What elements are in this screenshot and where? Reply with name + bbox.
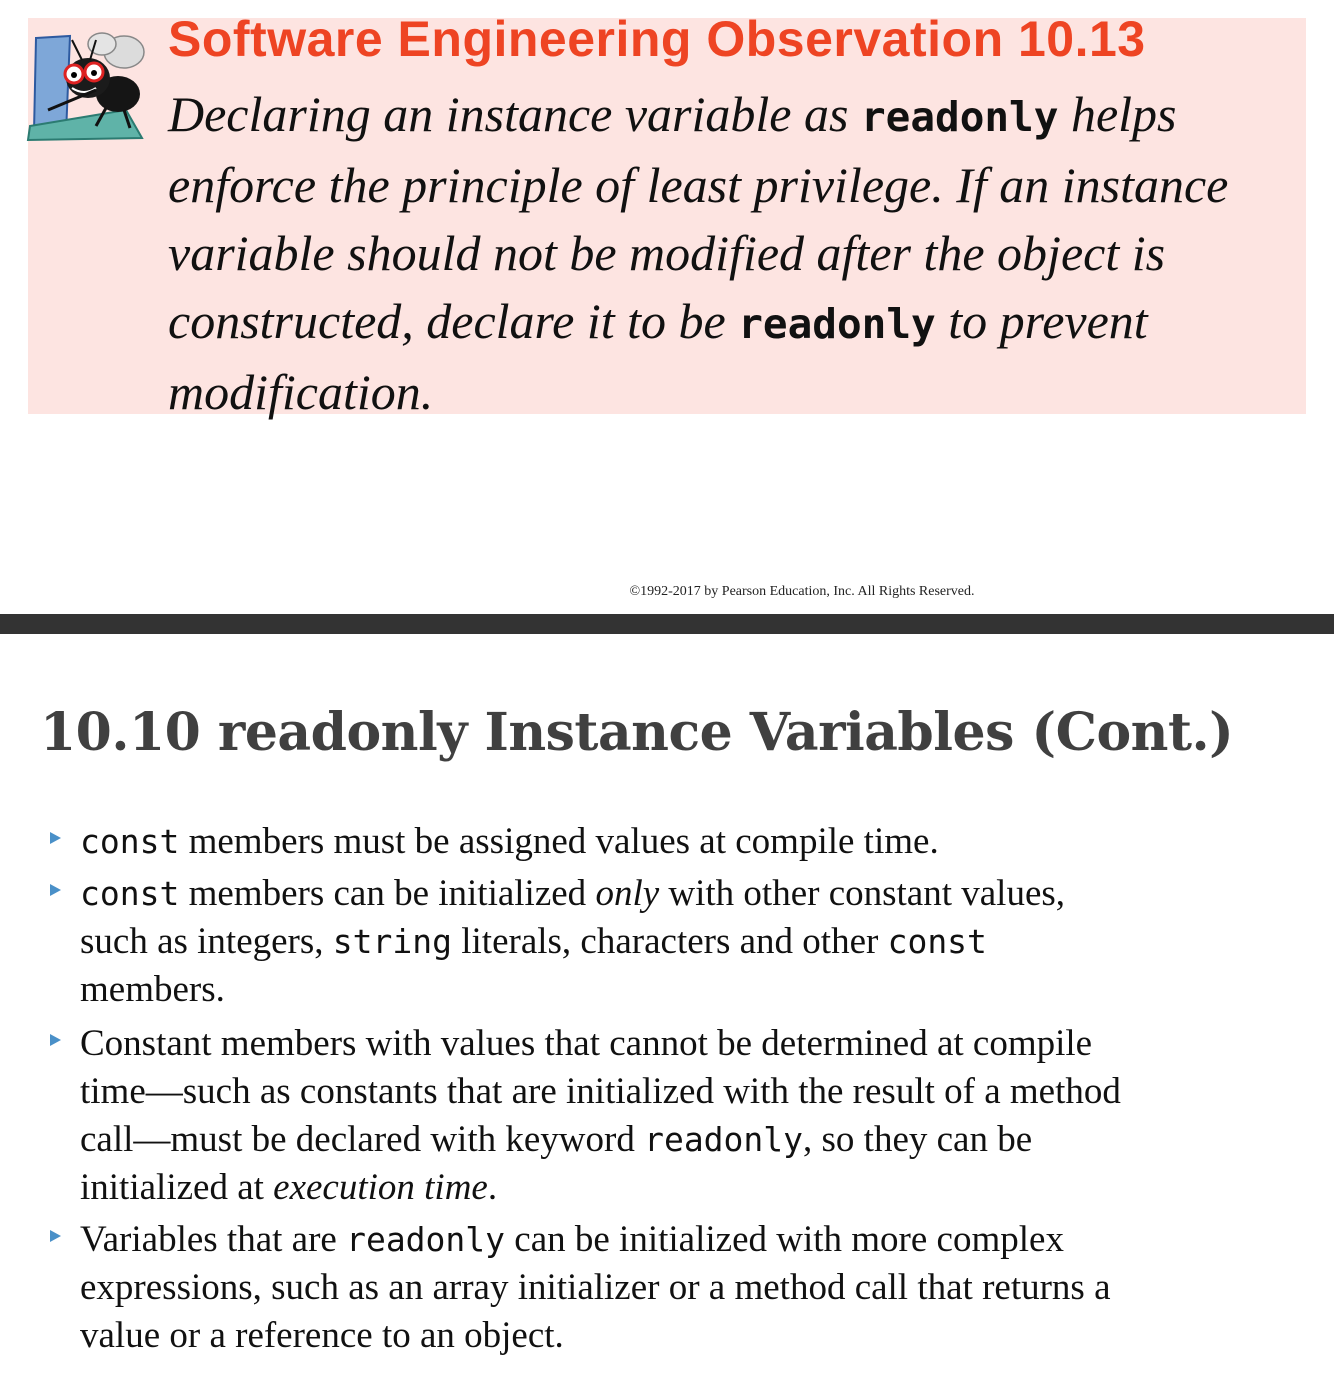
code-keyword: readonly	[738, 300, 936, 348]
bullet-line	[80, 818, 1310, 866]
bullet-line	[80, 1264, 1310, 1312]
observation-line	[168, 358, 1328, 426]
code-keyword: const	[80, 822, 180, 861]
bullet-marker-icon	[50, 884, 61, 896]
observation-text-segment: helps	[1058, 86, 1177, 142]
emphasis-text: only	[595, 873, 660, 914]
bullet-item	[80, 870, 1310, 1014]
code-keyword: readonly	[860, 93, 1059, 141]
observation-text-segment: constructed, declare it to be	[168, 293, 739, 349]
bullet-text-segment: expressions, such as an array initializer or a method call that returns a	[80, 1267, 1111, 1308]
bullet-item	[80, 1020, 1310, 1212]
bullet-line	[80, 870, 1310, 918]
bullet-line	[80, 1116, 1310, 1164]
bullet-text-segment: call—must be declared with keyword	[80, 1119, 645, 1160]
slide-title: 10.10 readonly Instance Variables (Cont.)	[40, 702, 1234, 763]
observation-text	[168, 80, 1328, 426]
observation-text-segment: to prevent	[935, 293, 1148, 349]
code-keyword: const	[80, 874, 180, 913]
bullet-text-segment: members can be initialized	[179, 873, 596, 914]
bullet-text-segment: members must be assigned values at compile time.	[179, 821, 939, 862]
bullet-text-segment: literals, characters and other	[452, 921, 888, 962]
bullet-line	[80, 1164, 1310, 1212]
bullet-text-segment: value or a reference to an object.	[80, 1315, 564, 1356]
bullet-line	[80, 1216, 1310, 1264]
bullet-item	[80, 818, 1310, 866]
bullet-text-segment: Constant members with values that cannot be determined at compile	[80, 1023, 1093, 1064]
bullet-text-segment: .	[487, 1167, 498, 1208]
slide-divider	[0, 614, 1334, 634]
code-keyword: readonly	[346, 1220, 506, 1259]
code-keyword: string	[332, 922, 452, 961]
bullet-text-segment: initialized at	[80, 1167, 274, 1208]
bullet-text-segment: Variables that are	[80, 1219, 347, 1260]
bullet-line	[80, 918, 1310, 966]
observation-text-segment: modification.	[168, 364, 434, 420]
bullet-marker-icon	[50, 832, 61, 844]
bullet-item	[80, 1216, 1310, 1360]
bullet-line	[80, 1312, 1310, 1360]
observation-line	[168, 287, 1328, 358]
bullet-text-segment: such as integers,	[80, 921, 333, 962]
observation-title: Software Engineering Observation 10.13	[168, 11, 1146, 67]
copyright-notice: ©1992-2017 by Pearson Education, Inc. All Rights Reserved.	[629, 584, 975, 599]
code-keyword: const	[887, 922, 987, 961]
bullet-text-segment: members.	[80, 969, 225, 1010]
observation-text-segment: variable should not be modified after the object is	[168, 225, 1166, 281]
code-keyword: readonly	[644, 1120, 804, 1159]
bullet-text-segment: with other constant values,	[659, 873, 1066, 914]
emphasis-text: execution time	[273, 1167, 488, 1208]
bullet-line	[80, 1020, 1310, 1068]
bullet-text-segment: can be initialized with more complex	[505, 1219, 1064, 1260]
observation-line	[168, 219, 1328, 287]
bug-mascot-icon	[26, 30, 146, 142]
bullet-text-segment: time—such as constants that are initialized with the result of a method	[80, 1071, 1121, 1112]
bullet-line	[80, 1068, 1310, 1116]
observation-text-segment: enforce the principle of least privilege. If an instance	[168, 157, 1229, 213]
bullet-marker-icon	[50, 1230, 61, 1242]
bullet-marker-icon	[50, 1034, 61, 1046]
observation-line	[168, 80, 1328, 151]
observation-line	[168, 151, 1328, 219]
observation-text-segment: Declaring an instance variable as	[168, 86, 861, 142]
bullet-line	[80, 966, 1310, 1014]
bullet-text-segment: , so they can be	[803, 1119, 1033, 1160]
